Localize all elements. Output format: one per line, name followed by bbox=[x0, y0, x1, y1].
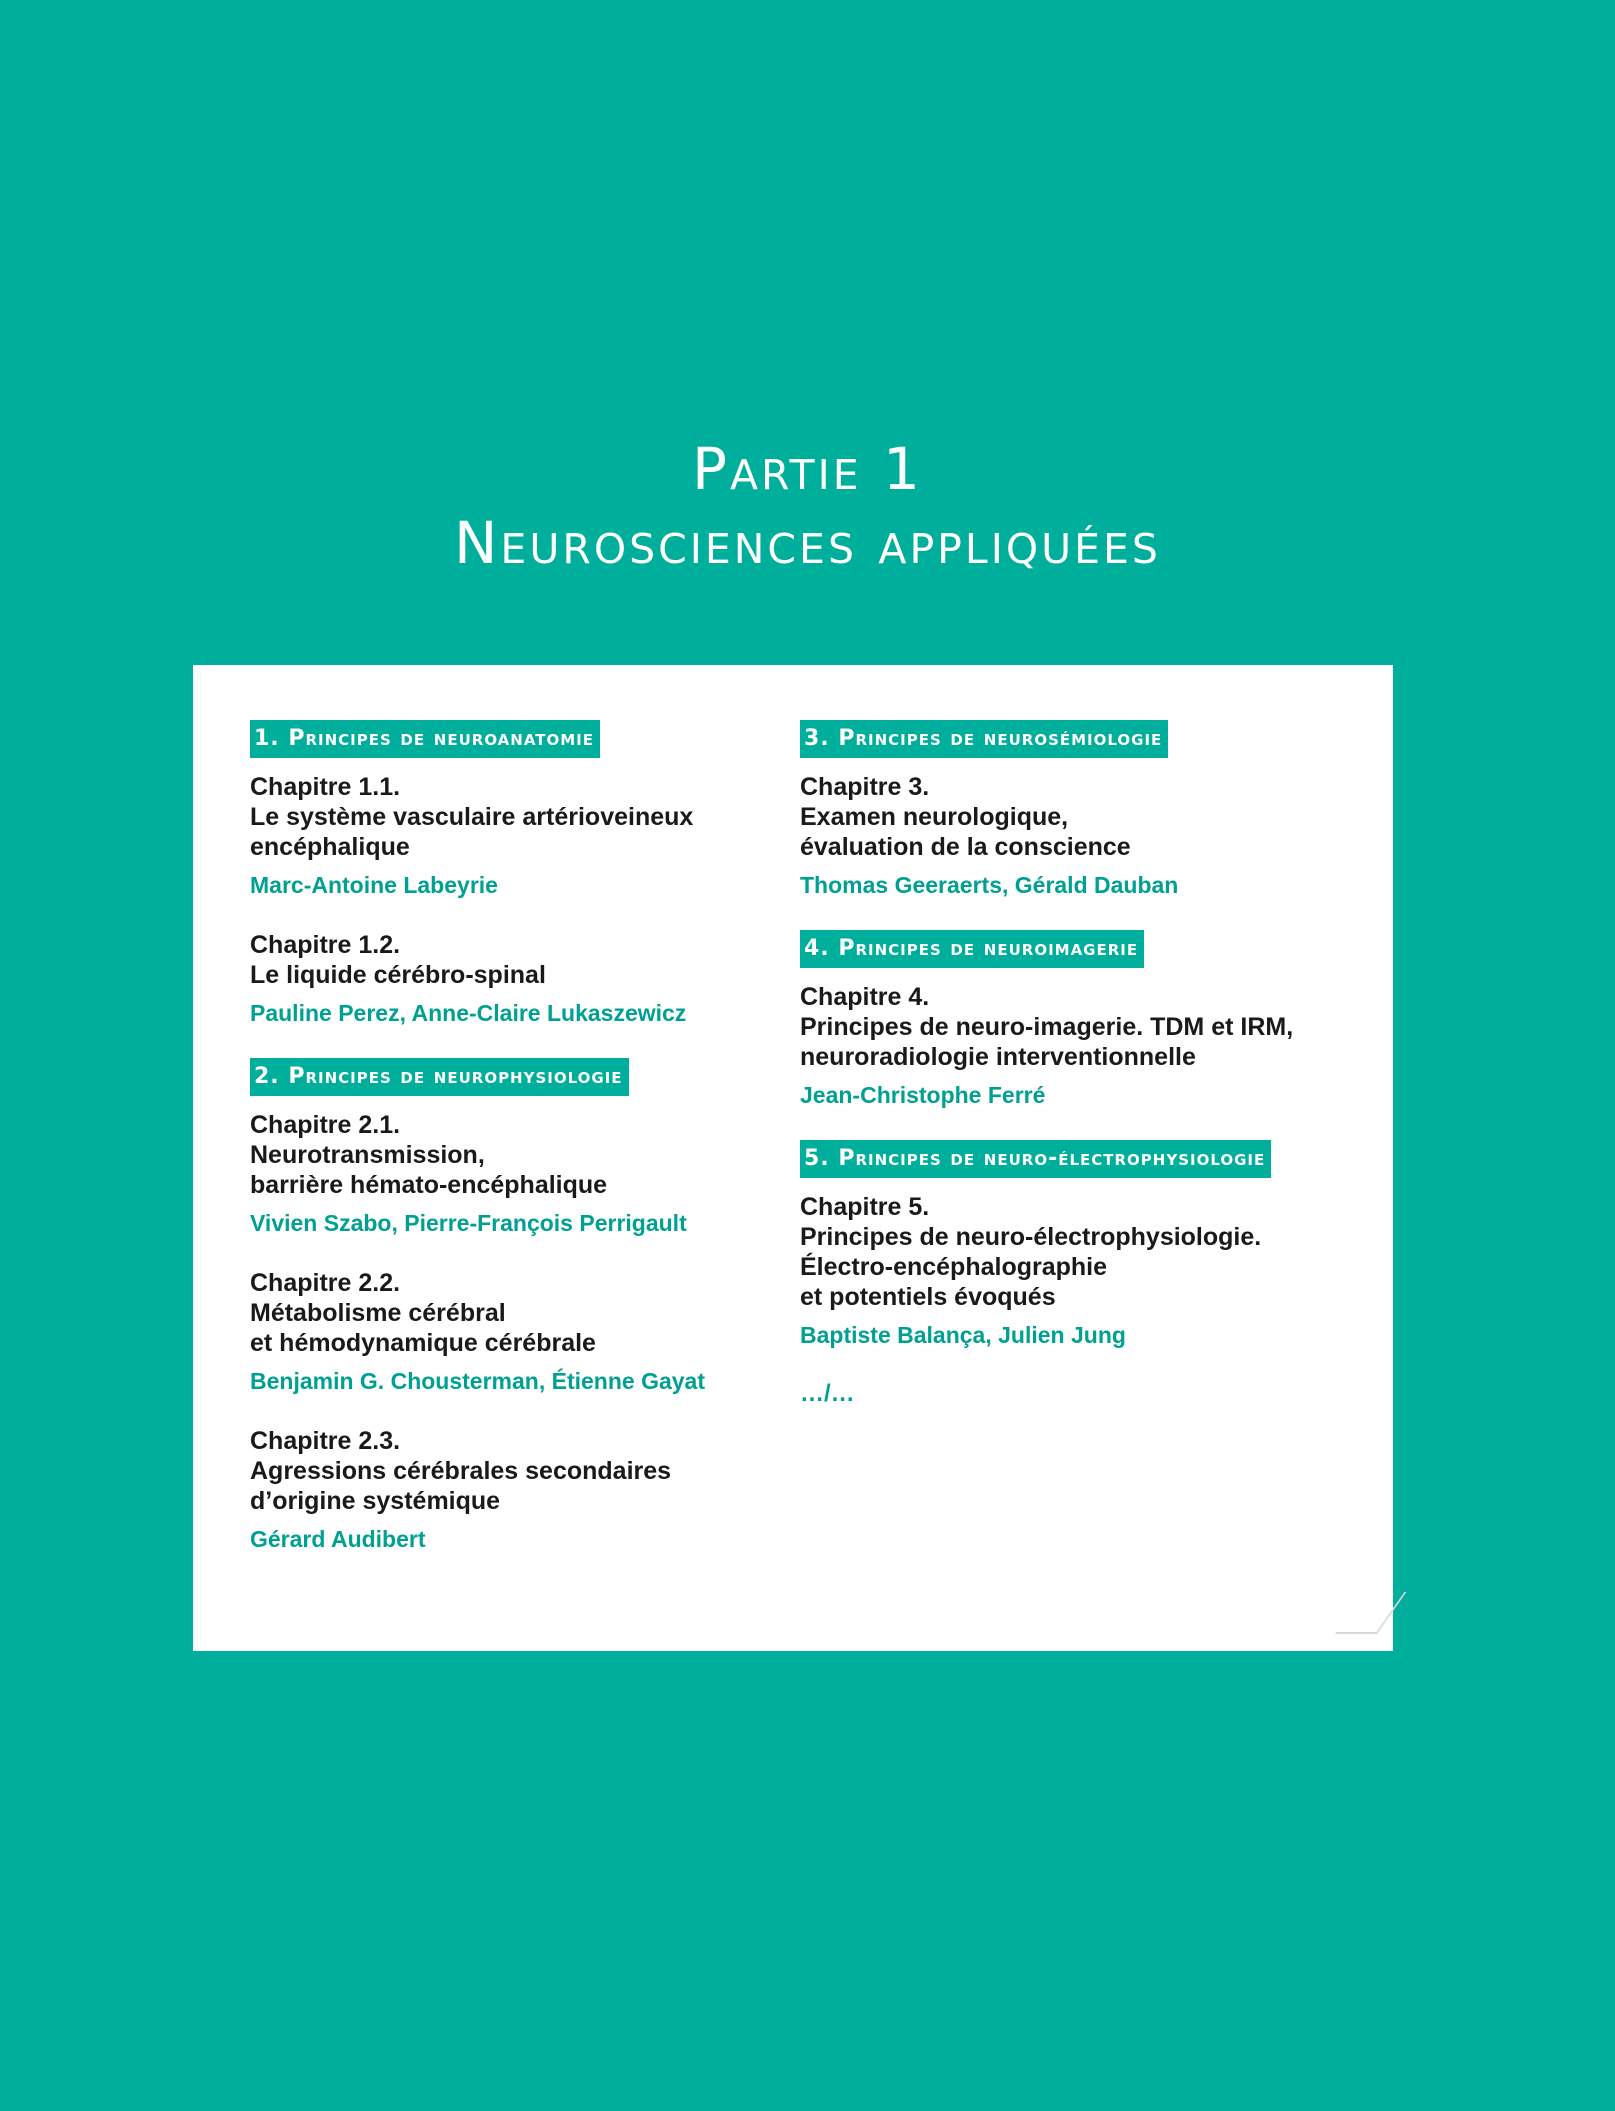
section bbox=[250, 1058, 770, 1554]
chapter-title: Examen neurologique, évaluation de la conscience bbox=[800, 803, 1131, 861]
chapter-authors: Benjamin G. Chousterman, Étienne Gayat bbox=[250, 1368, 705, 1394]
continuation-mark: …/… bbox=[800, 1380, 855, 1407]
chapter-authors: Gérard Audibert bbox=[250, 1526, 426, 1552]
section-heading: 1. Principes de neuroanatomie bbox=[250, 720, 600, 758]
right-column bbox=[800, 720, 1360, 1408]
chapter-number: Chapitre 2.2. bbox=[250, 1269, 401, 1297]
chapter-authors: Thomas Geeraerts, Gérald Dauban bbox=[800, 872, 1179, 898]
section-heading: 2. Principes de neurophysiologie bbox=[250, 1058, 629, 1096]
chapter-entry bbox=[250, 1426, 770, 1554]
chapter-title: Le liquide cérébro-spinal bbox=[250, 961, 546, 989]
chapter-title: Le système vasculaire artérioveineux encéphalique bbox=[250, 803, 694, 861]
chapter-title: Neurotransmission, barrière hémato-encéphalique bbox=[250, 1141, 608, 1199]
part-name: Neurosciences appliquées bbox=[454, 509, 1161, 577]
chapter-number: Chapitre 4. bbox=[800, 983, 930, 1011]
chapter-entry bbox=[250, 772, 770, 900]
section bbox=[800, 930, 1360, 1110]
chapter-entry bbox=[250, 1110, 770, 1238]
chapter-number: Chapitre 1.1. bbox=[250, 773, 401, 801]
chapter-number: Chapitre 3. bbox=[800, 773, 930, 801]
chapter-entry bbox=[800, 1192, 1360, 1350]
chapter-entry bbox=[250, 1268, 770, 1396]
contents-card bbox=[193, 665, 1393, 1651]
chapter-number: Chapitre 5. bbox=[800, 1193, 930, 1221]
chapter-title: Principes de neuro-électrophysiologie. Électro-encéphalographie et potentiels évoqués bbox=[800, 1223, 1262, 1311]
chapter-authors: Vivien Szabo, Pierre-François Perrigault bbox=[250, 1210, 687, 1236]
chapter-authors: Jean-Christophe Ferré bbox=[800, 1082, 1046, 1108]
chapter-title: Principes de neuro-imagerie. TDM et IRM, neuroradiologie interventionnelle bbox=[800, 1013, 1294, 1071]
chapter-authors: Pauline Perez, Anne-Claire Lukaszewicz bbox=[250, 1000, 687, 1026]
left-column bbox=[250, 720, 770, 1584]
chapter-authors: Baptiste Balança, Julien Jung bbox=[800, 1322, 1126, 1348]
chapter-entry bbox=[800, 982, 1360, 1110]
chapter-title: Métabolisme cérébral et hémodynamique cérébrale bbox=[250, 1299, 596, 1357]
section-heading: 4. Principes de neuroimagerie bbox=[800, 930, 1144, 968]
section bbox=[250, 720, 770, 1028]
part-number: Partie 1 bbox=[692, 435, 923, 503]
chapter-number: Chapitre 1.2. bbox=[250, 931, 401, 959]
chapter-number: Chapitre 2.1. bbox=[250, 1111, 401, 1139]
section-heading: 5. Principes de neuro-électrophysiologie bbox=[800, 1140, 1271, 1178]
section-heading: 3. Principes de neurosémiologie bbox=[800, 720, 1168, 758]
chapter-authors: Marc-Antoine Labeyrie bbox=[250, 872, 498, 898]
part-title bbox=[0, 432, 1615, 580]
section bbox=[800, 1140, 1360, 1350]
chapter-number: Chapitre 2.3. bbox=[250, 1427, 401, 1455]
chapter-title: Agressions cérébrales secondaires d’origine systémique bbox=[250, 1457, 672, 1515]
chapter-entry bbox=[250, 930, 770, 1028]
section bbox=[800, 720, 1360, 900]
chapter-entry bbox=[800, 772, 1360, 900]
